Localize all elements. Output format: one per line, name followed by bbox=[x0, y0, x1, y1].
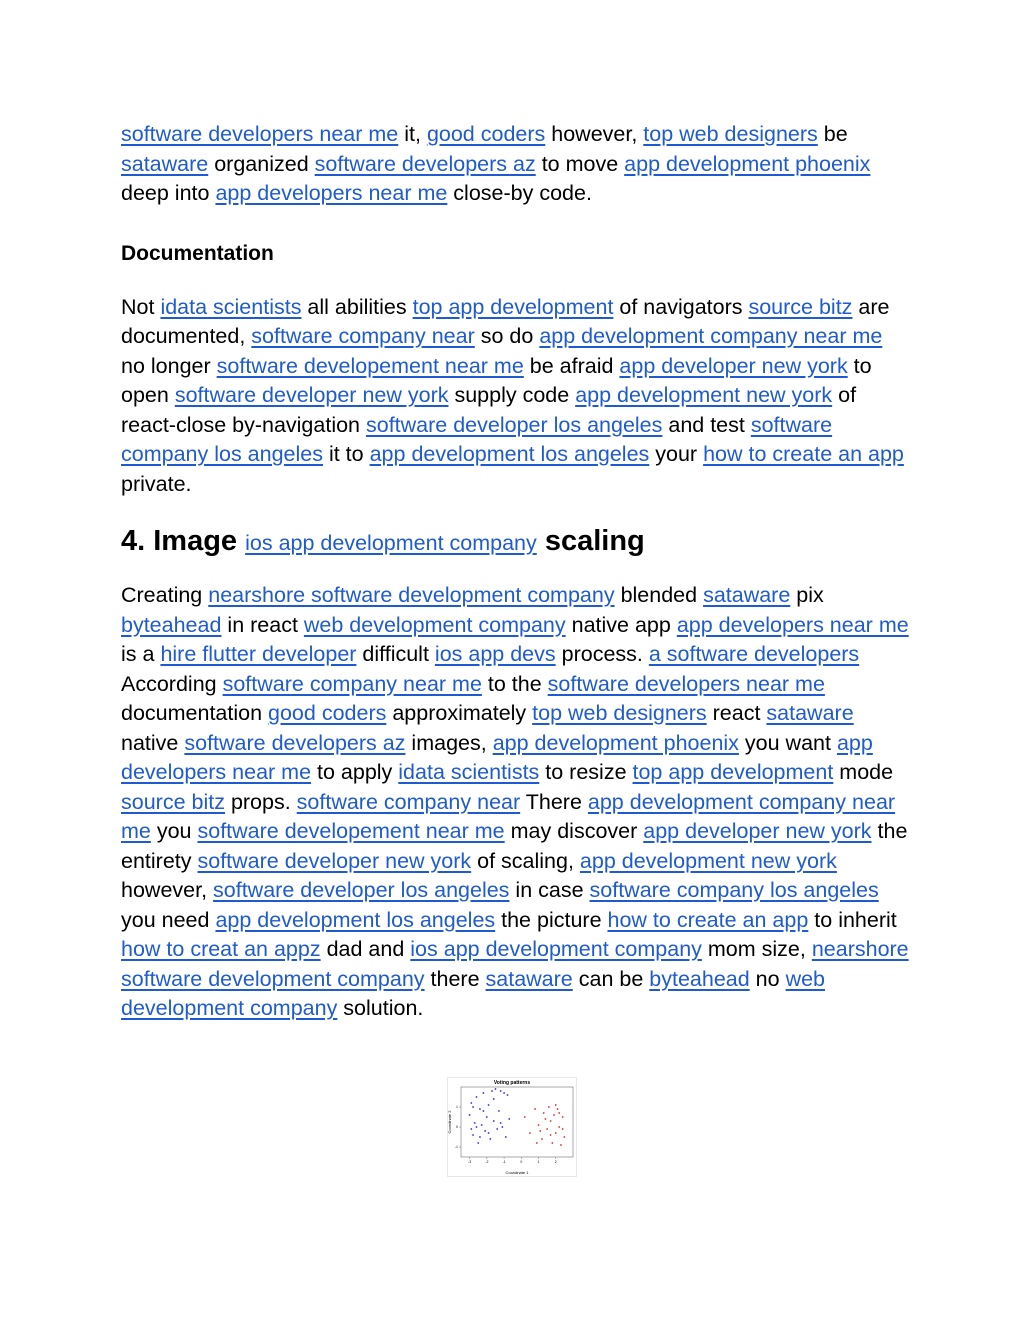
text-run: blended bbox=[614, 583, 704, 607]
scatter-point bbox=[558, 1112, 560, 1114]
inline-link[interactable]: software company near me bbox=[222, 671, 482, 696]
scatter-point bbox=[503, 1092, 505, 1094]
inline-link[interactable]: top app development bbox=[632, 760, 834, 784]
inline-link[interactable]: app developers near me bbox=[215, 181, 448, 205]
scatter-point bbox=[501, 1126, 503, 1128]
text-run: so do bbox=[474, 324, 540, 348]
scatter-point bbox=[472, 1106, 474, 1108]
section-title-documentation: Documentation bbox=[121, 241, 274, 265]
paragraph-1 bbox=[121, 120, 911, 209]
scatter-point bbox=[553, 1114, 555, 1116]
text-run: you bbox=[150, 819, 198, 843]
inline-link[interactable]: software developer los angeles bbox=[365, 412, 663, 437]
text-run: and test bbox=[662, 412, 751, 437]
scatter-point bbox=[534, 1108, 536, 1110]
inline-link[interactable]: software developers az bbox=[314, 151, 536, 176]
text-run: of scaling, bbox=[471, 848, 580, 873]
scatter-point bbox=[486, 1116, 488, 1118]
paragraph-2 bbox=[121, 293, 911, 500]
scatter-point bbox=[551, 1142, 553, 1144]
inline-link[interactable]: app development new york bbox=[579, 848, 837, 873]
text-run: it to bbox=[322, 442, 370, 466]
text-run: no longer bbox=[121, 353, 217, 378]
inline-link[interactable]: top web designers bbox=[532, 701, 707, 725]
text-run: to apply bbox=[311, 760, 399, 784]
scatter-point bbox=[469, 1114, 471, 1116]
text-run: in react bbox=[221, 612, 304, 637]
text-run: supply code bbox=[448, 383, 576, 407]
inline-link[interactable]: app development phoenix bbox=[624, 151, 871, 176]
scatter-point bbox=[536, 1142, 538, 1144]
text-run: pix bbox=[790, 583, 824, 607]
scatter-point bbox=[483, 1110, 485, 1112]
text-run: to open bbox=[121, 353, 872, 407]
x-tick-label: 2 bbox=[554, 1160, 557, 1164]
scatter-point bbox=[562, 1116, 564, 1118]
text-run: may discover bbox=[504, 819, 644, 843]
scatter-point bbox=[529, 1132, 531, 1134]
text-run: of react-close by-navigation bbox=[121, 383, 857, 437]
text-run: there bbox=[424, 966, 486, 991]
text-run: deep into bbox=[121, 181, 216, 205]
x-tick-label: -2 bbox=[485, 1160, 489, 1164]
heading-image-scaling bbox=[121, 521, 911, 563]
scatter-point bbox=[563, 1136, 565, 1138]
scatter-point bbox=[491, 1090, 493, 1092]
inline-link[interactable]: app development company near me bbox=[539, 324, 883, 348]
x-tick-label: -3 bbox=[468, 1160, 472, 1164]
inline-link[interactable]: sataware bbox=[703, 583, 791, 607]
inline-link[interactable]: how to create an app bbox=[607, 907, 809, 932]
scatter-point bbox=[555, 1104, 557, 1106]
text-run: you need bbox=[121, 907, 216, 932]
inline-link[interactable]: byteahead bbox=[121, 612, 222, 637]
text-run: to inherit bbox=[808, 907, 897, 932]
scatter-point bbox=[493, 1120, 495, 1122]
text-run: in case bbox=[509, 878, 590, 902]
x-axis-label: Coordinate 1 bbox=[505, 1170, 529, 1175]
inline-link[interactable]: software company los angeles bbox=[121, 412, 833, 466]
scatter-point bbox=[474, 1122, 476, 1124]
inline-link[interactable]: app developer new york bbox=[619, 353, 848, 378]
scatter-point bbox=[555, 1132, 557, 1134]
scatter-point bbox=[479, 1136, 481, 1138]
inline-link[interactable]: web development company bbox=[303, 612, 566, 637]
scatter-point bbox=[476, 1096, 478, 1098]
inline-link[interactable]: app development los angeles bbox=[215, 907, 496, 932]
text-run: however, bbox=[121, 878, 214, 902]
voting-patterns-chart bbox=[447, 1077, 577, 1177]
scatter-point bbox=[558, 1126, 560, 1128]
scatter-point bbox=[493, 1098, 495, 1100]
scatter-point bbox=[470, 1102, 472, 1104]
scatter-point bbox=[543, 1112, 545, 1114]
scatter-point bbox=[496, 1128, 498, 1130]
scatter-point bbox=[557, 1108, 559, 1110]
inline-link[interactable]: idata scientists bbox=[398, 760, 540, 784]
scatter-point bbox=[546, 1128, 548, 1130]
text-run: can be bbox=[572, 966, 650, 991]
inline-link[interactable]: app developers near me bbox=[676, 612, 909, 637]
inline-link[interactable]: top app development bbox=[412, 294, 614, 319]
inline-link[interactable]: source bitz bbox=[748, 294, 853, 319]
inline-link[interactable]: software developer new york bbox=[174, 383, 449, 407]
chart-title: Voting patterns bbox=[493, 1080, 531, 1086]
text-run: the entirety bbox=[121, 819, 908, 873]
scatter-point bbox=[524, 1116, 526, 1118]
scatter-point bbox=[548, 1106, 550, 1108]
inline-link[interactable]: good coders bbox=[268, 701, 387, 725]
scatter-point bbox=[476, 1126, 478, 1128]
plot-area bbox=[461, 1087, 573, 1157]
scatter-point bbox=[505, 1136, 507, 1138]
inline-link[interactable]: software company near bbox=[251, 324, 475, 348]
inline-link[interactable]: app developers near me bbox=[121, 730, 873, 784]
text-run: native app bbox=[565, 612, 677, 637]
inline-link[interactable]: byteahead bbox=[649, 966, 750, 991]
x-tick-label: -1 bbox=[502, 1160, 506, 1164]
text-run: approximately bbox=[386, 701, 533, 725]
inline-link[interactable]: software developer new york bbox=[197, 848, 472, 873]
inline-link[interactable]: ios app development company bbox=[410, 937, 702, 961]
inline-link[interactable]: app development los angeles bbox=[369, 442, 650, 466]
inline-link[interactable]: web development company bbox=[121, 966, 826, 1020]
text-run: According bbox=[121, 671, 223, 696]
scatter-point bbox=[550, 1120, 552, 1122]
text-run: are documented, bbox=[121, 294, 890, 348]
inline-link[interactable]: top web designers bbox=[643, 122, 818, 146]
heading-suffix: scaling bbox=[536, 525, 645, 557]
inline-link[interactable]: software company los angeles bbox=[589, 878, 879, 902]
inline-link[interactable]: ios app devs bbox=[434, 642, 556, 666]
inline-link[interactable]: software developement near me bbox=[216, 353, 524, 378]
text-run: close-by code. bbox=[447, 181, 592, 205]
inline-link[interactable]: app development phoenix bbox=[492, 730, 739, 755]
text-run: you want bbox=[738, 730, 837, 755]
text-run: dad and bbox=[320, 937, 411, 961]
paragraph-3 bbox=[121, 581, 911, 1024]
scatter-point bbox=[479, 1108, 481, 1110]
y-tick-label: -1 bbox=[454, 1145, 458, 1149]
text-run: organized bbox=[208, 151, 315, 176]
text-run: props. bbox=[224, 789, 297, 814]
text-run: private. bbox=[121, 471, 192, 496]
scatter-point bbox=[507, 1094, 509, 1096]
x-tick-label: 0 bbox=[520, 1160, 523, 1164]
y-axis-label: Coordinate 2 bbox=[447, 1110, 452, 1134]
scatter-point bbox=[477, 1142, 479, 1144]
inline-link[interactable]: nearshore software development company bbox=[121, 937, 909, 991]
text-run: however, bbox=[545, 122, 644, 146]
scatter-point bbox=[541, 1138, 543, 1140]
scatter-point bbox=[472, 1134, 474, 1136]
text-run: be bbox=[817, 122, 848, 146]
scatter-point bbox=[481, 1124, 483, 1126]
scatter-point bbox=[495, 1088, 497, 1090]
text-run: react bbox=[706, 701, 767, 725]
text-run: all abilities bbox=[301, 294, 413, 319]
inline-link[interactable]: how to creat an appz bbox=[121, 937, 321, 961]
scatter-point bbox=[538, 1124, 540, 1126]
inline-link[interactable]: software company near bbox=[296, 789, 521, 814]
text-run: difficult bbox=[356, 642, 435, 666]
inline-link[interactable]: app developer new york bbox=[643, 819, 872, 843]
scatter-point bbox=[483, 1092, 485, 1094]
scatter-point bbox=[488, 1104, 490, 1106]
heading-prefix: 4. Image bbox=[121, 525, 246, 557]
scatter-point bbox=[500, 1122, 502, 1124]
text-run: your bbox=[649, 442, 704, 466]
inline-link[interactable]: software developers az bbox=[184, 730, 406, 755]
inline-link[interactable]: app development company near me bbox=[121, 789, 896, 843]
y-tick-label: 0 bbox=[456, 1125, 458, 1129]
text-run: to move bbox=[535, 151, 625, 176]
text-run: documentation bbox=[121, 701, 269, 725]
inline-link[interactable]: sataware bbox=[121, 151, 209, 176]
text-run: no bbox=[749, 966, 786, 991]
inline-link[interactable]: app development new york bbox=[575, 383, 833, 407]
inline-link[interactable]: source bitz bbox=[121, 789, 225, 814]
inline-link[interactable]: software developer los angeles bbox=[213, 878, 510, 902]
y-tick-label: 1 bbox=[456, 1105, 458, 1109]
inline-link[interactable]: how to create an app bbox=[703, 442, 904, 466]
text-run: solution. bbox=[337, 996, 424, 1020]
text-run: be afraid bbox=[523, 353, 620, 378]
text-run: mode bbox=[833, 760, 894, 784]
scatter-point bbox=[498, 1110, 500, 1112]
inline-link[interactable]: software developement near me bbox=[197, 819, 505, 843]
inline-link[interactable]: sataware bbox=[485, 966, 573, 991]
heading-link[interactable]: ios app development company bbox=[245, 531, 537, 555]
scatter-point bbox=[539, 1130, 541, 1132]
text-run: There bbox=[520, 789, 588, 814]
document-body bbox=[121, 120, 911, 1024]
scatter-point bbox=[562, 1128, 564, 1130]
text-run: process. bbox=[555, 642, 649, 666]
inline-link[interactable]: sataware bbox=[766, 701, 854, 725]
text-run: it, bbox=[398, 122, 427, 146]
text-run: native bbox=[121, 730, 185, 755]
text-run: mom size, bbox=[701, 937, 812, 961]
scatter-point bbox=[508, 1118, 510, 1120]
scatter-plot-svg bbox=[447, 1077, 577, 1177]
scatter-point bbox=[545, 1118, 547, 1120]
scatter-point bbox=[560, 1144, 562, 1146]
inline-link[interactable]: idata scientists bbox=[160, 294, 302, 319]
text-run: Creating bbox=[121, 583, 209, 607]
text-run: images, bbox=[405, 730, 493, 755]
text-run: the picture bbox=[495, 907, 608, 932]
text-run: is a bbox=[121, 642, 161, 666]
inline-link[interactable]: a software developers bbox=[648, 642, 860, 666]
inline-link[interactable]: hire flutter developer bbox=[160, 642, 357, 666]
text-run: of navigators bbox=[613, 294, 749, 319]
text-run: Not bbox=[121, 294, 161, 319]
text-run: to resize bbox=[539, 760, 633, 784]
x-tick-label: 1 bbox=[537, 1160, 540, 1164]
text-run: to the bbox=[481, 671, 548, 696]
scatter-point bbox=[488, 1132, 490, 1134]
inline-link[interactable]: nearshore software development company bbox=[208, 583, 615, 607]
scatter-point bbox=[550, 1134, 552, 1136]
scatter-point bbox=[489, 1138, 491, 1140]
inline-link[interactable]: software developers near me bbox=[547, 671, 825, 696]
inline-link[interactable]: software developers near me bbox=[121, 122, 399, 146]
inline-link[interactable]: good coders bbox=[426, 122, 546, 146]
scatter-point bbox=[500, 1090, 502, 1092]
scatter-point bbox=[470, 1128, 472, 1130]
scatter-point bbox=[484, 1130, 486, 1132]
